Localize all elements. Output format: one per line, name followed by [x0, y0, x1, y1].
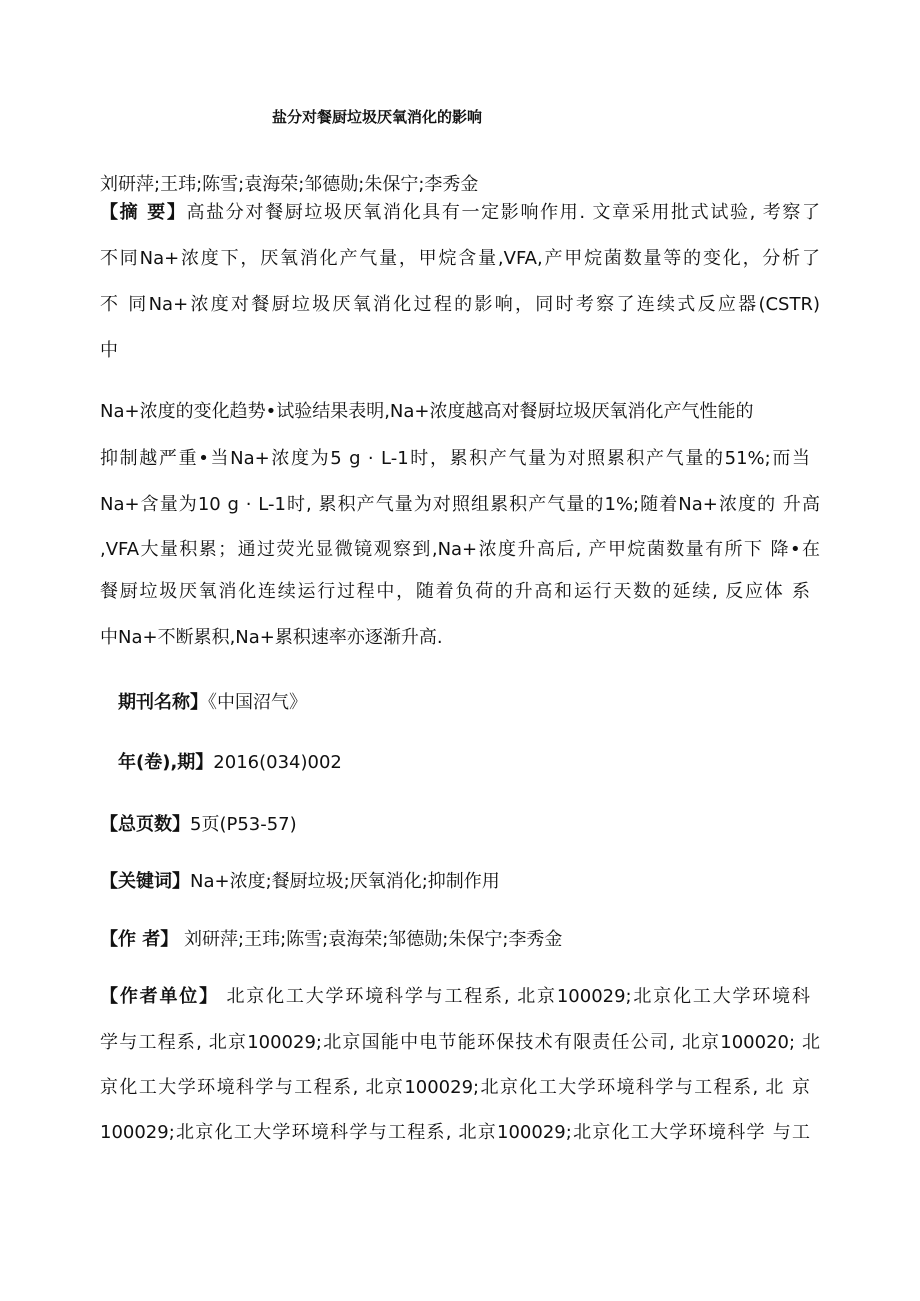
field-value: 《中国沼气》	[208, 692, 307, 713]
authors-line: 刘研萍;王玮;陈雪;袁海荣;邹德勋;朱保宁;李秀金	[100, 174, 479, 195]
field-label: 期刊名称】	[118, 692, 208, 713]
field-value: Na+浓度;餐厨垃圾;厌氧消化;抑制作用	[190, 871, 500, 892]
affiliation-line: 京化工大学环境科学与工程系, 北京100029;北京化工大学环境科学与工程系, 北 京	[100, 1077, 810, 1098]
field-label: 年(卷),期】	[118, 752, 214, 773]
abstract-line: 不 同Na+浓度对餐厨垃圾厌氧消化过程的影响，同时考察了连续式反应器(CSTR)	[100, 294, 820, 315]
field-value: 北京化工大学环境科学与工程系, 北京100029;北京化工大学环境科	[218, 986, 810, 1007]
keywords-field	[100, 870, 802, 894]
abstract-line: 抑制越严重•当Na+浓度为5 g · L-1时，累积产气量为对照累积产气量的51%;而当	[100, 448, 811, 469]
abstract-line: Na+含量为10 g · L-1时, 累积产气量为对照组累积产气量的1%;随着Na+浓度的 升高	[100, 494, 820, 515]
abstract-label: 【摘 要】	[100, 202, 187, 223]
abstract-text: 高盐分对餐厨垃圾厌氧消化具有一定影响作用. 文章采用批式试验, 考察了	[186, 202, 820, 223]
document-title: 盐分对餐厨垃圾厌氧消化的影响	[272, 108, 483, 126]
affiliation-line	[100, 985, 810, 1009]
affiliation-line: 100029;北京化工大学环境科学与工程系, 北京100029;北京化工大学环境科学 与工	[100, 1122, 810, 1143]
field-label: 【关键词】	[100, 871, 190, 892]
field-label: 【总页数】	[100, 814, 190, 835]
field-label: 【作 者】	[100, 929, 179, 950]
abstract-line: 中	[100, 340, 118, 361]
abstract-line: Na+浓度的变化趋势•试验结果表明,Na+浓度越高对餐厨垃圾厌氧消化产气性能的	[100, 401, 754, 422]
abstract-line: 中Na+不断累积,Na+累积速率亦逐渐升高.	[100, 627, 443, 648]
authors-field	[100, 928, 802, 952]
journal-field	[118, 691, 820, 715]
abstract-line	[100, 201, 820, 225]
field-value: 5页(P53-57)	[190, 814, 297, 835]
field-label: 【作者单位】	[100, 986, 219, 1007]
abstract-line: 不同Na+浓度下，厌氧消化产气量，甲烷含量,VFA,产甲烷菌数量等的变化，分析了	[100, 248, 820, 269]
pages-field	[100, 813, 802, 837]
field-value: 2016(034)002	[213, 752, 342, 773]
abstract-line: 餐厨垃圾厌氧消化连续运行过程中，随着负荷的升高和运行天数的延续, 反应体 系	[100, 581, 810, 602]
abstract-line: ,VFA大量积累；通过荧光显微镜观察到,Na+浓度升高后, 产甲烷菌数量有所下 降•在	[100, 539, 820, 560]
affiliation-line: 学与工程系, 北京100029;北京国能中电节能环保技术有限责任公司, 北京100020; 北	[100, 1032, 820, 1053]
year-field	[118, 751, 820, 775]
field-value: 刘研萍;王玮;陈雪;袁海荣;邹德勋;朱保宁;李秀金	[178, 929, 563, 950]
